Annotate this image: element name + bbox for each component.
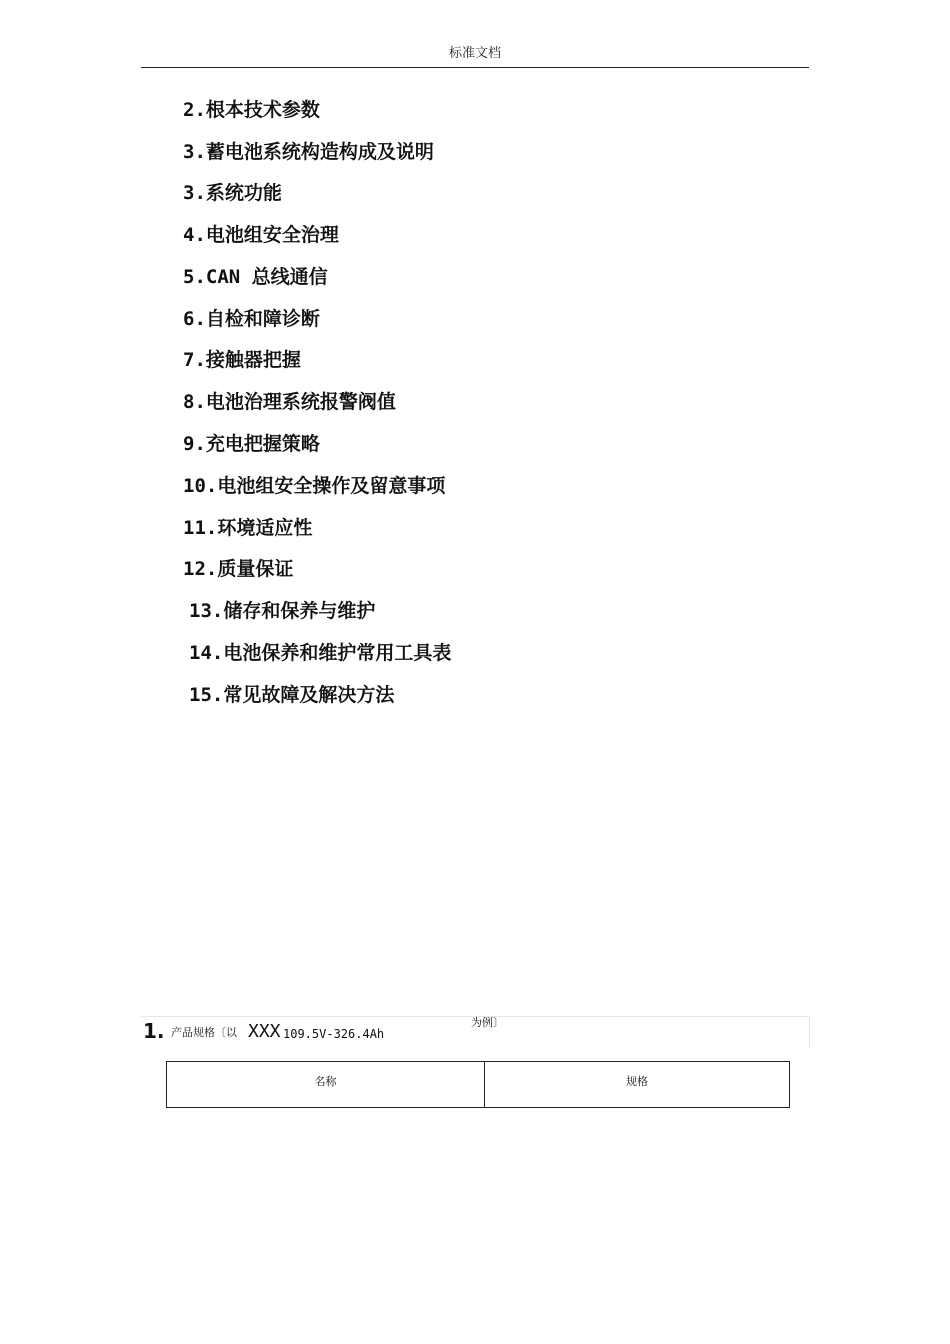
section-title: 产品规格〔以 [171,1026,237,1039]
toc-item-10-safe-operation: 10.电池组安全操作及留意事项 [183,475,446,497]
toc-item-13-storage-maintenance: 13.储存和保养与维护 [189,600,376,622]
toc-item-3-system-structure: 3.蓄电池系统构造构成及说明 [183,141,434,163]
toc-item-5-can-bus: 5.CAN 总线通信 [183,266,328,288]
table-header-spec: 规格 [626,1075,648,1088]
toc-item-11-environment: 11.环境适应性 [183,517,313,539]
page-header: 标准文档 [141,44,809,68]
toc-item-7-contactor-control: 7.接触器把握 [183,349,301,371]
section-model: XXX [248,1021,281,1042]
table-header-name: 名称 [167,1062,485,1107]
section-number: 1. [143,1019,165,1043]
toc-item-6-self-diagnosis: 6.自检和障诊断 [183,308,320,330]
toc-item-14-maintenance-tools: 14.电池保养和维护常用工具表 [189,642,452,664]
toc-item-4-battery-safety: 4.电池组安全治理 [183,224,339,246]
toc-item-2-basic-parameters: 2.根本技术参数 [183,99,320,121]
section-spec: 109.5V-326.4Ah [283,1027,385,1041]
spec-table [166,1061,790,1108]
toc-item-8-bms-alarm-threshold: 8.电池治理系统报警阀值 [183,391,396,413]
toc-item-15-troubleshooting: 15.常见故障及解决方法 [189,684,395,706]
toc-item-3-system-function: 3.系统功能 [183,182,282,204]
toc-item-9-charging-strategy: 9.充电把握策略 [183,433,320,455]
section-suffix: 为例〕 [471,1016,504,1029]
toc-item-12-quality-assurance: 12.质量保证 [183,558,294,580]
